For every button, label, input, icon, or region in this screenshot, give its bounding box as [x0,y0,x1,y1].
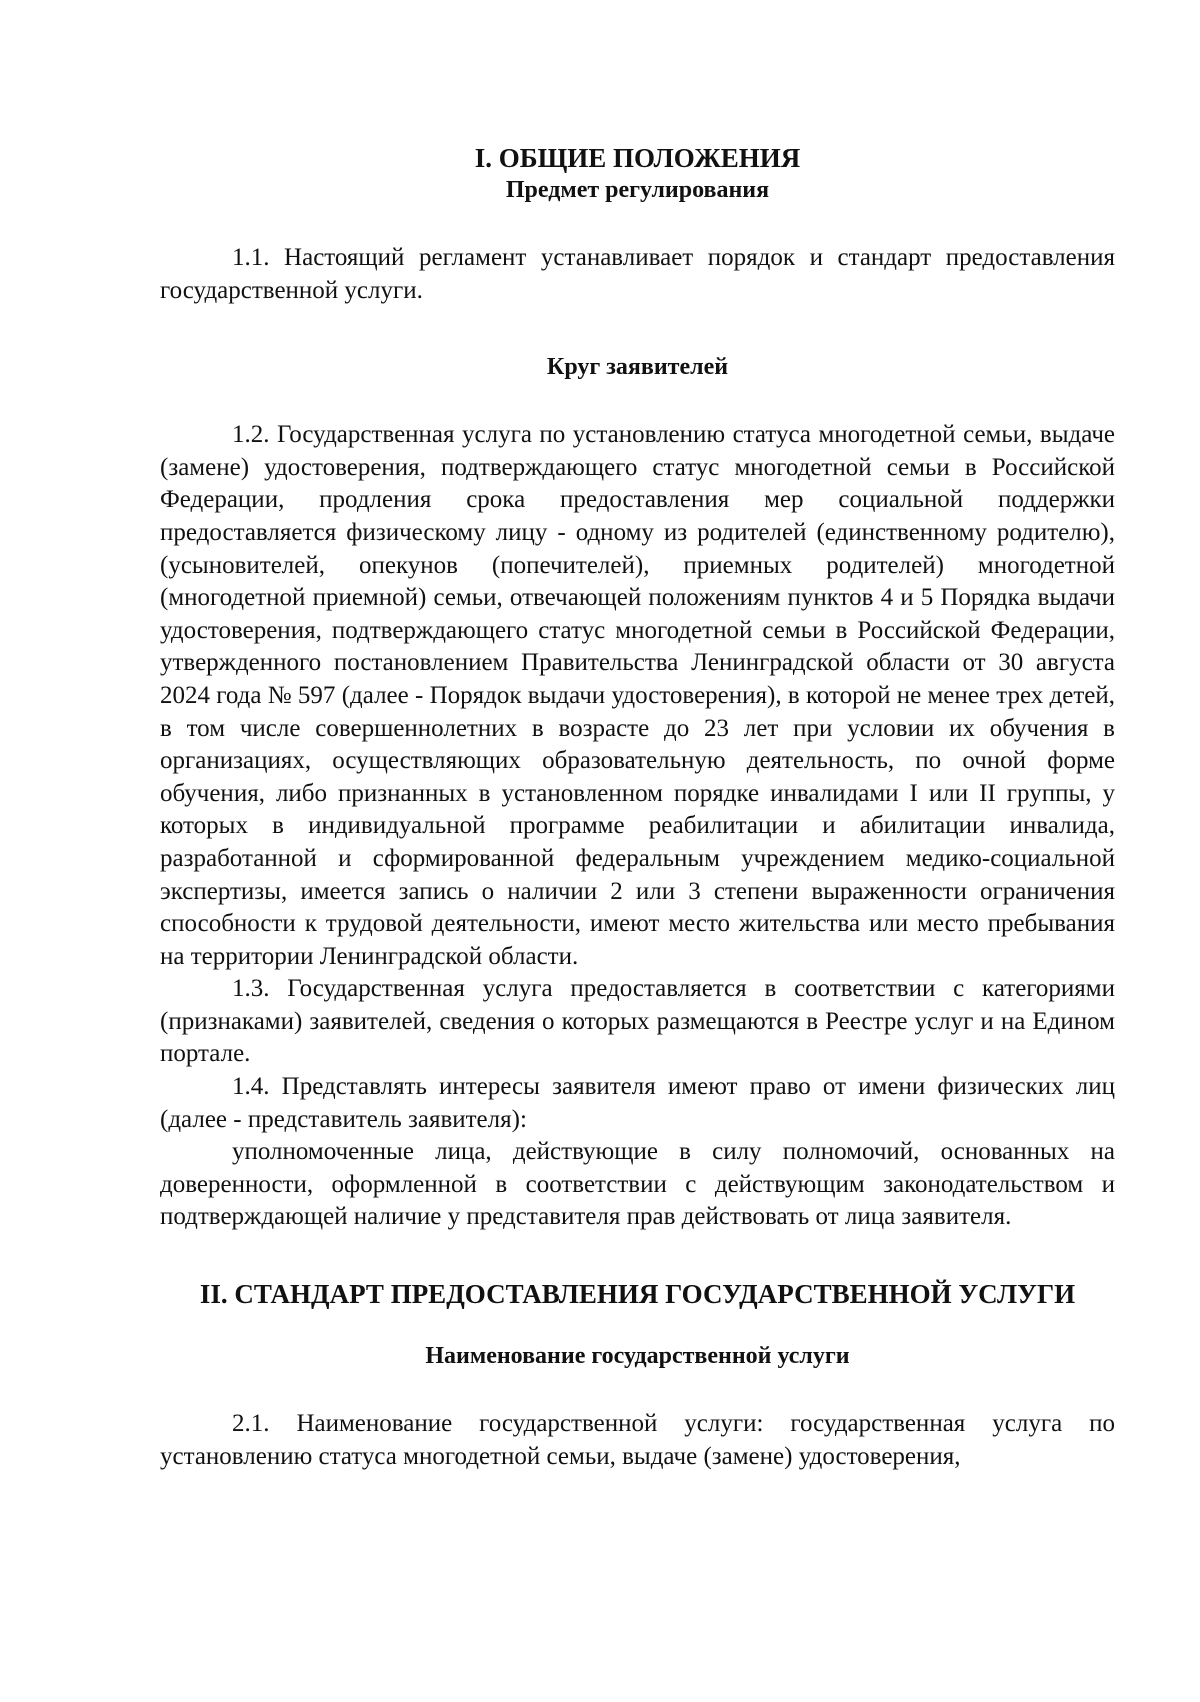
paragraph-1-1: 1.1. Настоящий регламент устанавливает порядок и стандарт предоставления государственной услуги. [160,244,1115,304]
spacer [160,1372,1115,1408]
paragraph-1-4-authorized: уполномоченные лица, действующие в силу полномочий, основанных на доверенности, оформленной в соответствии с действующим законодательством и подтверждающей наличие у представителя прав действовать от лица заявителя. [160,1138,1115,1231]
spacer [160,1310,1115,1340]
paragraph-2-1: 2.1. Наименование государственной услуги: государственная услуга по установлению статуса многодетной семьи, выдаче (замене) удостоверения, [160,1410,1115,1470]
spacer [160,1234,1115,1278]
section-1-title: I. ОБЩИЕ ПОЛОЖЕНИЯ [474,143,801,173]
document-page [160,142,1115,1473]
paragraph-1-2: 1.2. Государственная услуга по установлению статуса многодетной семьи, выдаче (замене) удостоверения, подтверждающего статус многодетной семьи в Российской Федерации, продления срока предоставления мер социальной поддержки предоставляется физическому лицу - одному из родителей (единственному родителю), (усыновителей, опекунов (попечителей), приемных родителей) многодетной (многодетной приемной) семьи, отвечающей положениям пунктов 4 и 5 Порядка выдачи удостоверения, подтверждающего статус многодетной семьи в Российской Федерации, утвержденного постановлением Правительства Ленинградской области от 30 августа 2024 года № 597 (далее - Порядок выдачи удостоверения), в которой не менее трех детей, в том числе совершеннолетних в возрасте до 23 лет при условии их обучения в организациях, осуществляющих образовательную деятельность, по очной форме обучения, либо признанных в установленном порядке инвалидами I или II группы, у которых в индивидуальной программе реабилитации и абилитации инвалида, разработанной и сформированной федеральным учреждением медико-социальной экспертизы, имеется запись о наличии 2 или 3 степени выраженности ограничения способности к трудовой деятельности, имеют место жительства или место пребывания на территории Ленинградской области. [160,421,1115,970]
spacer [160,206,1115,242]
subject-heading: Предмет регулирования [505,177,770,203]
spacer [160,307,1115,351]
spacer [160,383,1115,419]
applicants-heading: Круг заявителей [546,354,729,381]
service-name-heading: Наименование государственной услуги [425,1343,850,1370]
paragraph-1-3: 1.3. Государственная услуга предоставляется в соответствии с категориями (признаками) заявителей, сведения о которых размещаются в Реестре услуг и на Едином портале. [160,975,1115,1068]
paragraph-1-4: 1.4. Представлять интересы заявителя имеют право от имени физических лиц (далее - представитель заявителя): [160,1073,1115,1133]
section-2-title: II. СТАНДАРТ ПРЕДОСТАВЛЕНИЯ ГОСУДАРСТВЕННОЙ УСЛУГИ [199,1279,1076,1310]
